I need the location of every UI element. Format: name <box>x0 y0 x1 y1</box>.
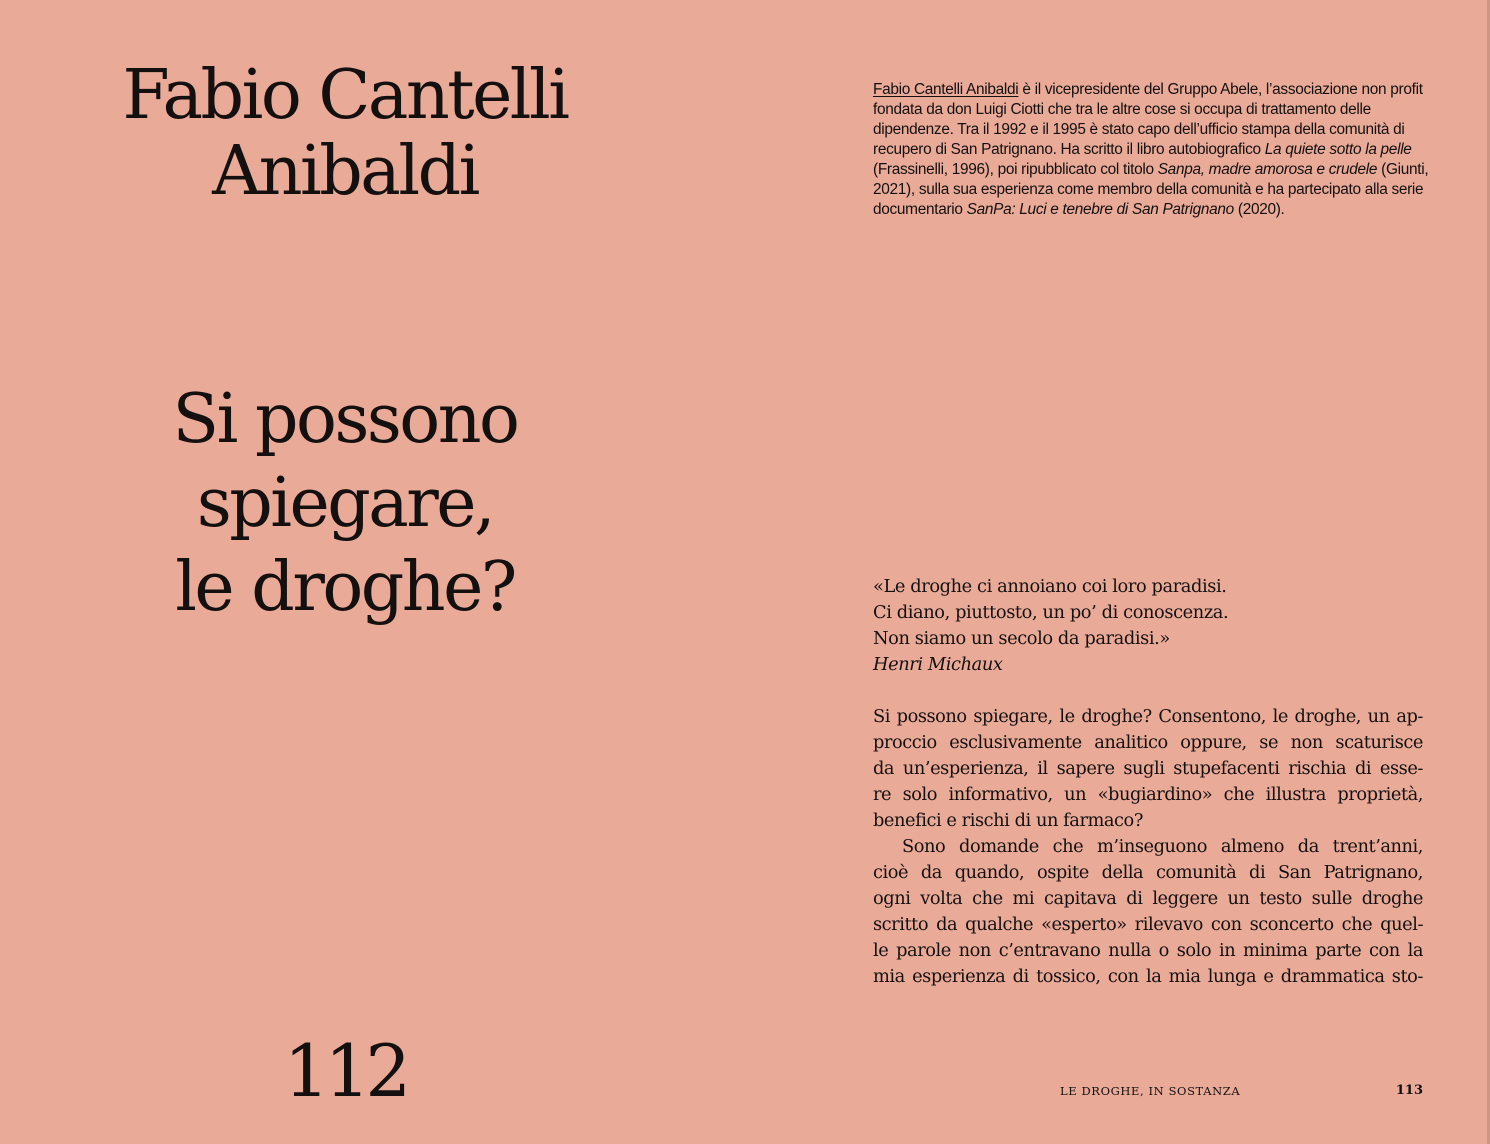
article-title-line-1: Si possono <box>172 380 518 459</box>
body-line: Sono domande che m’inseguono almeno da trent’anni, <box>902 836 1423 857</box>
article-title <box>60 378 630 630</box>
body-line: benefici e rischi di un farmaco? <box>873 810 1143 831</box>
body-line: scritto da qualche «esperto» rilevavo con sconcerto che quel- <box>873 914 1423 935</box>
bio-text-3: (Giunti, 2021), sulla sua esperienza come membro della comunità e ha partecipato alla serie documentario <box>873 161 1429 218</box>
body-line: cioè da quando, ospite della comunità di San Patrignano, <box>873 862 1423 883</box>
article-title-line-2: spiegare, <box>196 464 494 543</box>
epigraph-line-1: «Le droghe ci annoiano coi loro paradisi. <box>873 576 1227 597</box>
body-text <box>873 704 1423 990</box>
epigraph-line-3: Non siamo un secolo da paradisi.» <box>873 628 1170 649</box>
bio-book-title-2: Sanpa, madre amorosa e crudele <box>1157 161 1378 178</box>
epigraph <box>873 574 1433 678</box>
body-line: da un’esperienza, il sapere sugli stupefacenti rischia di esse- <box>873 758 1423 779</box>
bio-text-2: (Frassinelli, 1996), poi ripubblicato col titolo <box>873 161 1158 178</box>
bio-text-1: è il vicepresidente del Gruppo Abele, l’associazione non profit fondata da don Luigi Ciotti che tra le altre cose si occupa di trattamento delle dipendenze. Tra il 1992 e il 1995 è stato capo dell’ufficio stampa della comunità di recupero di San Patrignano. Ha scritto il libro autobiografico <box>873 81 1423 158</box>
page-number-left: 112 <box>283 1029 407 1113</box>
body-line: mia esperienza di tossico, con la mia lunga e drammatica sto- <box>873 966 1423 987</box>
body-line: le parole non c’entravano nulla o solo in minima parte con la <box>873 940 1423 961</box>
bio-series-title: SanPa: Luci e tenebre di San Patrignano <box>966 201 1234 218</box>
body-line: re solo informativo, un «bugiardino» che illustra proprietà, <box>873 784 1423 805</box>
page-number-right: 113 <box>1395 1083 1423 1098</box>
body-line: proccio esclusivamente analitico oppure, se non scaturisce <box>873 732 1423 753</box>
author-name-line-1: Fabio Cantelli <box>122 56 568 135</box>
body-line: Si possono spiegare, le droghe? Consentono, le droghe, un ap- <box>873 706 1423 727</box>
author-name-line-2: Anibaldi <box>212 132 478 211</box>
epigraph-line-2: Ci diano, piuttosto, un po’ di conoscenza. <box>873 602 1229 623</box>
epigraph-author: Henri Michaux <box>873 654 1003 675</box>
body-line: ogni volta che mi capitava di leggere un testo sulle droghe <box>873 888 1423 909</box>
bio-text-4: (2020). <box>1233 201 1285 218</box>
bio-book-title-1: La quiete sotto la pelle <box>1264 141 1412 158</box>
author-name <box>60 58 630 210</box>
article-title-line-3: le droghe? <box>175 548 515 627</box>
author-bio <box>873 80 1433 220</box>
bio-author-name: Fabio Cantelli Anibaldi <box>873 81 1019 98</box>
running-head: LE DROGHE, IN SOSTANZA <box>1060 1084 1241 1098</box>
